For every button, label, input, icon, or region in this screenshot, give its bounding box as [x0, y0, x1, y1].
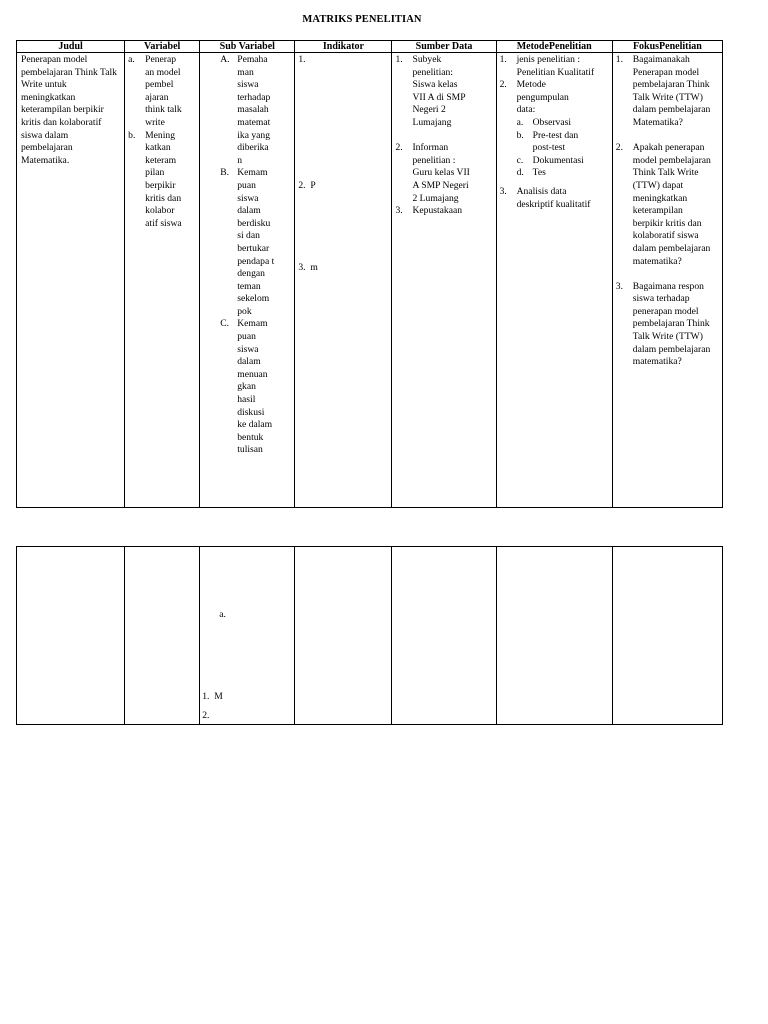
sub-variabel-item: C. Kemam puan siswa dalam menuan gkan hasil diskusi ke dalam bentuk tulisan	[220, 318, 273, 456]
t2-cell-indikator	[295, 547, 392, 725]
sumber-data-item: 3. Kepustakaan	[395, 205, 463, 217]
metode-sub-item: d. Tes	[516, 167, 546, 179]
t2-cell-sub-variabel	[200, 547, 295, 725]
header-sumber-data: Sumber Data	[392, 41, 496, 53]
indikator-item-2: 2. P	[298, 180, 316, 191]
cell-fokus-penelitian	[612, 53, 722, 508]
fokus-item: 3. Bagaimana respon siswa terhadap penerapan model pembelajaran Think Talk Write (TTW) dalam pembelajaran matematika?	[615, 280, 711, 368]
research-matrix-table	[16, 40, 723, 508]
sub-variabel-item: B. Kemam puan siswa dalam berdisku si dan bertukar pendapa t dengan teman sekelom pok	[220, 167, 275, 317]
variabel-item: b. Mening katkan keteram pilan berpikir kritis dan kolabor atif siswa	[128, 129, 182, 229]
metode-item: 1. jenis penelitian : Penelitian Kualitatif	[499, 54, 595, 78]
header-indikator: Indikator	[295, 41, 392, 53]
t2-cell-variabel	[125, 547, 200, 725]
cell-metode-penelitian	[496, 53, 612, 508]
header-row	[17, 41, 723, 53]
content-row	[17, 53, 723, 508]
indikator-item-1: 1.	[298, 54, 306, 65]
t2-cell-fokus	[612, 547, 722, 725]
fokus-item: 2. Apakah penerapan model pembelajaran Think Talk Write (TTW) dapat meningkatkan keterampilan berpikir kritis dan kolaboratif siswa dalam pembelajaran matematika?	[615, 142, 711, 267]
metode-item: 2. Metode pengumpulan data: a. Observasi b. Pre-test dan post-test c. Dokumentasi d. Tes	[500, 79, 610, 180]
header-metode-penelitian: MetodePenelitian	[496, 41, 612, 53]
continuation-table	[16, 546, 723, 725]
sumber-data-item: 2. Informan penelitian : Guru kelas VII A SMP Negeri 2 Lumajang	[395, 142, 470, 204]
header-fokus-penelitian: FokusPenelitian	[612, 41, 722, 53]
fokus-item: 1. Bagaimanakah Penerapan model pembelajaran Think Talk Write (TTW) dalam pembelajaran Matematika?	[615, 54, 711, 128]
cell-sumber-data	[392, 53, 496, 508]
continuation-row	[17, 547, 723, 725]
cell-variabel	[125, 53, 200, 508]
t2-item-1: 1. M	[202, 691, 223, 702]
header-judul: Judul	[17, 41, 125, 53]
indikator-item-3: 3. m	[298, 262, 318, 273]
t2-cell-metode	[496, 547, 612, 725]
metode-sub-item: a. Observasi	[516, 116, 571, 128]
metode-sub-item: c. Dokumentasi	[516, 154, 584, 166]
header-sub-variabel: Sub Variabel	[200, 41, 295, 53]
t2-item-2: 2.	[202, 710, 210, 721]
page-title: MATRIKS PENELITIAN	[302, 14, 422, 25]
header-variabel: Variabel	[125, 41, 200, 53]
cell-judul	[17, 53, 125, 508]
variabel-item: a. Penerap an model pembel ajaran think talk write	[128, 54, 182, 128]
t2-cell-sumber-data	[392, 547, 496, 725]
t2-cell-judul	[17, 547, 125, 725]
metode-sub-item: b. Pre-test dan post-test	[516, 129, 579, 154]
sumber-data-item: 1. Subyek penelitian: Siswa kelas VII A di SMP Negeri 2 Lumajang	[395, 54, 466, 128]
cell-indikator	[295, 53, 392, 508]
sub-variabel-item: A. Pemaha man siswa terhadap masalah matemat ika yang diberika n	[220, 54, 271, 166]
t2-sub-a: a.	[219, 609, 226, 620]
metode-item: 3. Analisis data deskriptif kualitatif	[499, 185, 591, 210]
judul-text: Penerapan model pembelajaran Think Talk Write untuk meningkatkan keterampilan berpikir kritis dan kolaboratif siswa dalam pembelajaran Matematika.	[21, 54, 117, 166]
cell-sub-variabel	[200, 53, 295, 508]
